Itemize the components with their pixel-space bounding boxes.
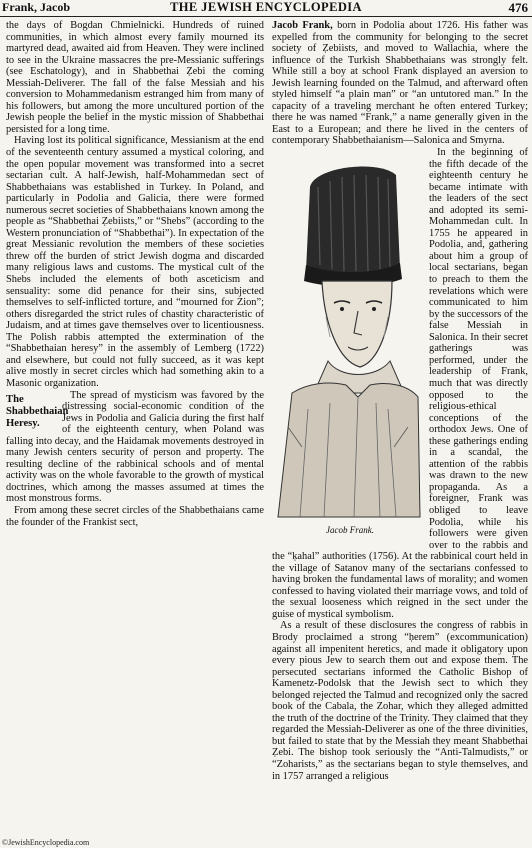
right-paragraph-1: Jacob Frank, born in Podolia about 1726. His father was expelled from the community for belonging to the secret society of Ẓebiists, and moved to Wallachia, where the influence of the Turkish Shabbethaians was strongly felt. While still a boy at school Frank displayed an aversion to Jewish learning founded on the Talmud, and afterward often styled himself “a plain man” or “an untutored man.” In the capacity of a traveling merchant he often entered Turkey; there he was named “Frank,” a name generally given in the East to a European; and there he lived in the centers of contemporary Shabbethaianism—Salonica and Smyrna.	[272, 20, 528, 147]
page-header	[0, 0, 532, 17]
running-head: Frank, Jacob	[2, 0, 71, 14]
jacob-frank-portrait-image	[272, 147, 424, 545]
page-number: 476	[508, 0, 528, 15]
encyclopedia-title: THE JEWISH ENCYCLOPEDIA	[170, 0, 362, 14]
left-paragraph-1: the days of Bogdan Chmielnicki. Hundreds of ruined communities, in which almost every family mourned its martyred dead, awaited aid from Heaven. They were inclined to see in the Ukraine massacres the pre-Messianic sufferings (see Eschatology), and in Shabbethai Ẓebi the coming Messiah-Deliverer. The fall of the false Messiah and his conversion to Mohammedanism estranged him from many of his followers, but among the more uncultured portion of the Jewish people the belief in the mystic mission of Shabbethai persisted for a long time.	[6, 20, 264, 135]
portrait-caption: Jacob Frank.	[326, 525, 374, 536]
side-heading: The Shabbethaian Heresy.	[6, 393, 69, 429]
left-paragraph-2: Having lost its political significance, Messianism at the end of the seventeenth century assumed a mystical coloring, and the open popular movement was transformed into a secret sectarian cult. A half-Jewish, half-Mohammedan sect of Shabbethaians was established in Turkey. In Poland, and particularly in Podolia and Galicia, there were formed numerous secret societies of Shabbethaians known among the people as “Shabbethai Ẓebiists,” or “Shebs” (according to the Western pronunciation of “Shabbethai”). In expectation of the great Messianic revolution the members of these societies threw off the burden of strict Jewish dogma and discarded many religious laws and customs. The mystical cult of the Shebs included the elements of both asceticism and sensuality: some did penance for their sins, subjected themselves to self-inflicted torture, and “mourned for Zion”; others disregarded the strict rules of chastity characteristic of Judaism, and at times gave themselves over to licentiousness. The Polish rabbis attempted the extermination of the “Shabbethaian heresy” in the assembly of Lemberg (1722) and elsewhere, but could not fully succeed, as it was kept alive mostly in secret circles which had something akin to a Masonic organization.	[6, 135, 264, 389]
left-column	[6, 20, 264, 834]
left-paragraph-3: The spread of mysticism was favored by the distressing social-economic condition of the Jews in Podolia and Galicia during the first half of the eighteenth century, when Poland was falling into decay, and the Haidamak movements destroyed in many Jewish centers security of person and property. The resulting decline of the rabbinical schools and of mental activity was on the whole favorable to the growth of mystical doctrines, which among the masses assumed at times the most monstrous forms.	[6, 389, 264, 505]
right-column	[272, 20, 528, 834]
left-paragraph-4: From among these secret circles of the Shabbethaians came the founder of the Frankist sect,	[6, 504, 264, 528]
source-credit: ©JewishEncyclopedia.com	[2, 838, 90, 847]
right-paragraph-2: Jacob Frank. In the beginning of the fifth decade of the eighteenth century he became intimate with the leaders of the sect and adopted its semi-Mohammedan cult. In 1755 he appeared in Podolia, and, gathering about him a group of local sectarians, began to preach to them the revelations which were communicated to him by the successors of the false Messiah in Salonica. In their secret gatherings was performed, under the leadership of Frank, much that was directly opposed to the religious-ethical conceptions of the orthodox Jews. One of these gatherings ending in a scandal, the attention of the rabbis was drawn to the new propaganda. As a foreigner, Frank was obliged to leave Podolia, while his followers were given over to the rabbis and the “ḳahal” authorities (1756). At the rabbinical court held in the village of Satanov many of the sectarians confessed to having broken the fundamental laws of morality; and women confessed to having violated their marriage vows, and told of the sexual looseness which reigned in the sect under the guise of mystical symbolism.	[272, 147, 528, 620]
entry-name: Jacob Frank,	[272, 20, 333, 31]
right-paragraph-3: As a result of these disclosures the congress of rabbis in Brody proclaimed a strong “ḥerem” (excommunication) against all impenitent heretics, and made it obligatory upon every pious Jew to search them out and expose them. The persecuted sectarians informed the Catholic Bishop of Kamenetz-Podolsk that the Jewish sect to which they belonged rejected the Talmud and recognized only the sacred book of the Cabala, the Zohar, which they alleged admitted the truth of the doctrine of the Trinity. They claimed that they regarded the Messiah-Deliverer as one of the three divinities, but failed to state that by the Messiah they meant Shabbethai Ẓebi. The bishop took seriously the “Anti-Talmudists,” or “Zoharists,” as the sectarians began to style themselves, and in 1757 arranged a religious	[272, 620, 528, 782]
portrait-figure	[272, 147, 424, 545]
